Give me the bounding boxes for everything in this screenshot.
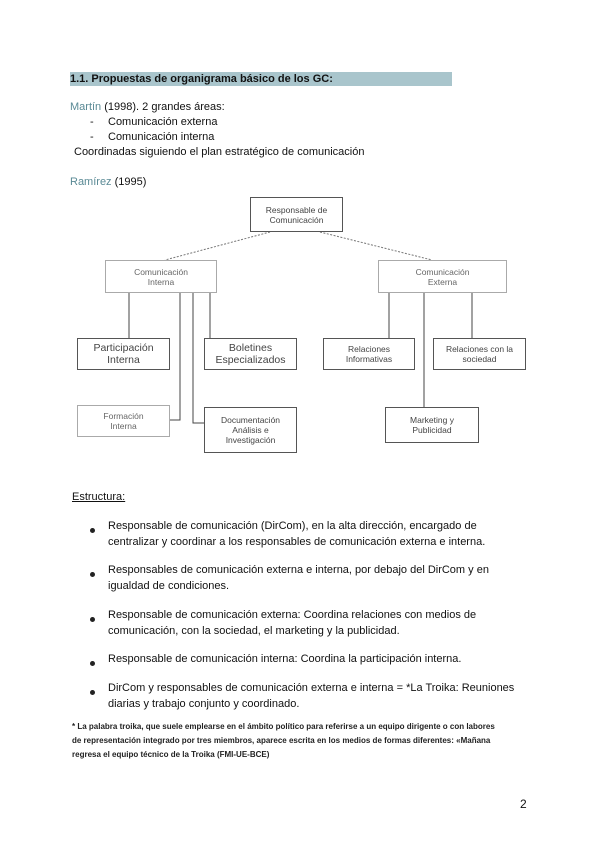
box-boletines: Boletines Especializados xyxy=(204,338,297,370)
box-formacion-interna: Formación Interna xyxy=(77,405,170,437)
bullet-item: Responsable de comunicación interna: Coordina la participación interna. xyxy=(108,653,462,665)
box-participacion-interna: Participación Interna xyxy=(77,338,170,370)
section-heading: 1.1. Propuestas de organigrama básico de los GC: xyxy=(70,72,452,86)
bullet-item: DirCom y responsables de comunicación externa e interna = *La Troika: Reuniones diarias y trabajo conjunto y coordinado. xyxy=(108,682,515,710)
box-documentacion: Documentación Análisis e Investigación xyxy=(204,407,297,453)
box-relaciones-sociedad: Relaciones con la sociedad xyxy=(433,338,526,370)
bullet-icon xyxy=(90,690,95,695)
footnote: * La palabra troika, que suele emplearse en el ámbito político para referirse a un equipo dirigente o con labores de representación integrado por tres miembros, aparece escrita en los medios de formas diferentes: «Mañana regresa el equipo técnico de la Troika (FMI-UE-BCE) xyxy=(72,722,495,759)
dash-item: - xyxy=(90,116,94,128)
author-martin: Martín xyxy=(70,101,102,113)
dash-item: - xyxy=(90,131,94,143)
bullet-item: Responsable de comunicación (DirCom), en la alta dirección, encargado de centralizar y coordinar a los responsables de comunicación externa e interna. xyxy=(108,520,486,548)
bullet-item: Responsable de comunicación externa: Coordina relaciones con medios de comunicación, con la sociedad, el marketing y la publicidad. xyxy=(108,609,477,637)
bullet-icon xyxy=(90,617,95,622)
bullet-icon xyxy=(90,572,95,577)
list-item: Comunicación interna xyxy=(108,131,215,143)
page-number: 2 xyxy=(520,797,527,811)
bullet-icon xyxy=(90,661,95,666)
box-relaciones-informativas: Relaciones Informativas xyxy=(323,338,415,370)
martin-text: (1998). 2 grandes áreas: xyxy=(101,101,225,113)
martin-note: Coordinadas siguiendo el plan estratégico de comunicación xyxy=(74,146,365,158)
box-comunicacion-interna: Comunicación Interna xyxy=(105,260,217,293)
box-comunicacion-externa: Comunicación Externa xyxy=(378,260,507,293)
box-marketing-publicidad: Marketing y Publicidad xyxy=(385,407,479,443)
box-responsable-comunicacion: Responsable de Comunicación xyxy=(250,197,343,232)
bullet-item: Responsables de comunicación externa e interna, por debajo del DirCom y en igualdad de condiciones. xyxy=(108,564,489,592)
author-ramirez: Ramírez xyxy=(70,176,112,188)
bullet-icon xyxy=(90,528,95,533)
list-item: Comunicación externa xyxy=(108,116,218,128)
estructura-title: Estructura: xyxy=(72,491,126,503)
ramirez-text: (1995) xyxy=(111,176,147,188)
